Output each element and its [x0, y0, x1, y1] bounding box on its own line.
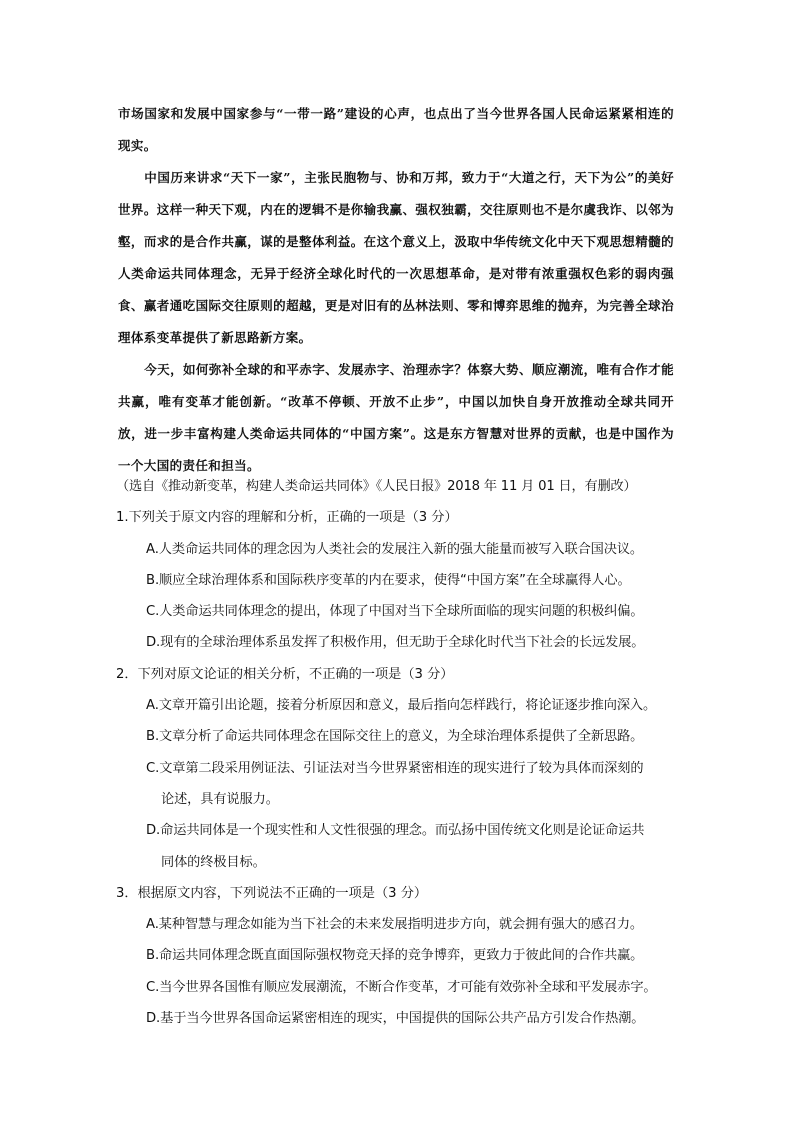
- question-2-option-b[interactable]: B.文章分析了命运共同体理念在国际交往上的意义，为全球治理体系提供了全新思路。: [146, 729, 644, 745]
- question-3-stem: 3．根据原文内容，下列说法不正确的一项是（3 分）: [116, 885, 428, 901]
- passage-paragraph-continued: 市场国家和发展中国家参与“一带一路”建设的心声，也点出了当今世界各国人民命运紧紧相连的现实。: [118, 106, 674, 153]
- source-note: （选自《推动新变革，构建人类命运共同体》《人民日报》2018 年 11 月 01 日，有删改）: [116, 479, 637, 494]
- passage-paragraph-today: 今天，如何弥补全球的和平赤字、发展赤字、治理赤字？体察大势、顺应潮流，唯有合作才能共赢，唯有变革才能创新。“改革不停顿、开放不止步”，中国以加快自身开放推动全球共同开放，进一步丰富构建人类命运共同体的“中国方案”。这是东方智慧对世界的贡献，也是中国作为一个大国的责任和担当。: [118, 362, 674, 473]
- question-2-option-d-continued[interactable]: 同体的终极目标。: [161, 854, 266, 870]
- question-1-option-b[interactable]: B.顺应全球治理体系和国际秩序变革的内在要求，使得“中国方案”在全球赢得人心。: [146, 572, 631, 588]
- question-1-option-c[interactable]: C.人类命运共同体理念的提出，体现了中国对当下全球所面临的现实问题的积极纠偏。: [146, 604, 644, 620]
- question-section: [116, 471, 678, 1034]
- question-2-option-c[interactable]: C.文章第二段采用例证法、引证法对当今世界紧密相连的现实进行了较为具体而深刻的: [146, 760, 644, 776]
- question-3-option-b[interactable]: B.命运共同体理念既直面国际强权物竞天择的竞争博弈，更致力于彼此间的合作共赢。: [146, 948, 644, 964]
- question-2-option-a[interactable]: A.文章开篇引出论题，接着分析原因和意义，最后指向怎样践行，将论证逐步推向深入。: [146, 698, 657, 714]
- question-1-option-a[interactable]: A.人类命运共同体的理念因为人类社会的发展注入新的强大能量而被写入联合国决议。: [146, 541, 644, 557]
- question-3-option-d[interactable]: D.基于当今世界各国命运紧密相连的现实，中国提供的国际公共产品方引发合作热潮。: [146, 1011, 645, 1027]
- question-1-stem: 1.下列关于原文内容的理解和分析，正确的一项是（3 分）: [116, 510, 458, 526]
- question-3-option-c[interactable]: C.当今世界各国惟有顺应发展潮流，不断合作变革，才可能有效弥补全球和平发展赤字。: [146, 979, 657, 995]
- passage-paragraph-tianxia: 中国历来讲求“天下一家”，主张民胞物与、协和万邦，致力于“大道之行，天下为公”的美好世界。这样一种天下观，内在的逻辑不是你输我赢、强权独霸，交往原则也不是尔虞我诈、以邻为壑，而求的是合作共赢，谋的是整体利益。在这个意义上，汲取中华传统文化中天下观思想精髓的人类命运共同体理念，无异于经济全球化时代的一次思想革命，是对带有浓重强权色彩的弱肉强食、赢者通吃国际交往原则的超越，更是对旧有的丛林法则、零和博弈思维的抛弃，为完善全球治理体系变革提供了新思路新方案。: [118, 170, 674, 345]
- question-2-option-c-continued[interactable]: 论述，具有说服力。: [161, 791, 279, 807]
- question-1-option-d[interactable]: D.现有的全球治理体系虽发挥了积极作用，但无助于全球化时代当下社会的长远发展。: [146, 635, 645, 651]
- reading-passage: [118, 98, 674, 482]
- question-2-option-d[interactable]: D.命运共同体是一个现实性和人文性很强的理念。而弘扬中国传统文化则是论证命运共: [146, 823, 645, 839]
- question-3-option-a[interactable]: A.某种智慧与理念如能为当下社会的未来发展指明进步方向，就会拥有强大的感召力。: [146, 917, 644, 933]
- question-2-stem: 2．下列对原文论证的相关分析，不正确的一项是（3 分）: [116, 666, 454, 682]
